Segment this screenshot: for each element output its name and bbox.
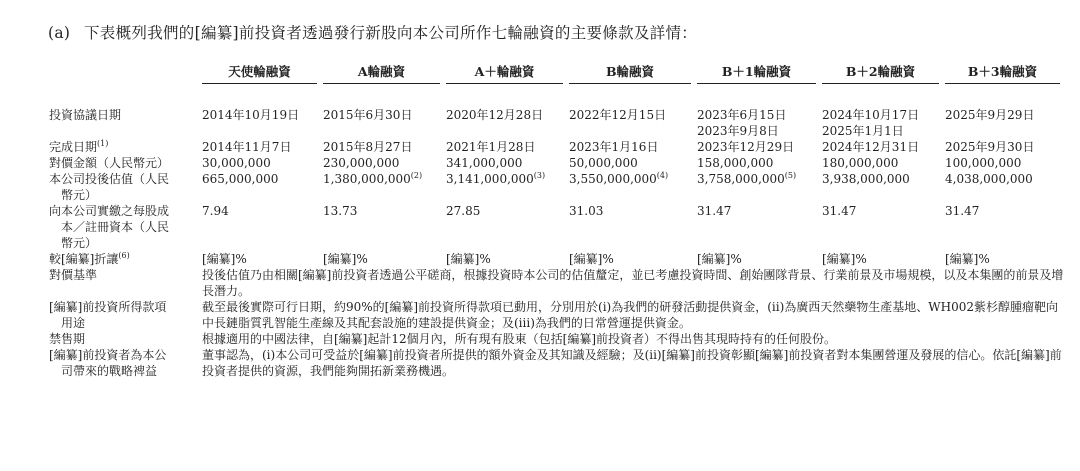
table-cell: [編纂]% [202, 252, 247, 266]
table-cell: 2023年12月29日 [697, 140, 795, 154]
table-cell: 30,000,000 [202, 156, 271, 170]
table-cell: 根據適用的中國法律，自[編纂]起計12個月內，所有現有股東（包括[編纂]前投資者）不得出售其現時持有的任何股份。 [202, 332, 837, 346]
row-label: 禁售期 [49, 332, 86, 346]
header-cell: A＋輪融資 [446, 64, 569, 86]
table-cell: [編纂]% [569, 252, 614, 266]
table-cell: 341,000,000 [446, 156, 523, 170]
footnote-marker: (3) [533, 171, 546, 180]
pre-ipo-investment-terms-table [46, 64, 1066, 379]
table-cell: 3,550,000,000$^{(4)}$ [569, 171, 669, 186]
intro-paragraph [48, 21, 697, 43]
table-cell: 投後估值乃由相關[編纂]前投資者透過公平磋商，根據投資時本公司的估值釐定，並已考慮投資時間、創始團隊背景、行業前景及市場規模，以及本集團的前景及增長潛力。 [202, 268, 1064, 298]
table-row [46, 331, 1066, 347]
table-cell: 31.47 [945, 204, 980, 218]
header-cell: B＋3輪融資 [945, 64, 1066, 86]
table-cell: 1,380,000,000$^{(2)}$ [323, 171, 423, 186]
row-label: 對價金額（人民幣元） [49, 156, 170, 170]
footnote-marker: (6) [118, 251, 130, 260]
table-cell: 665,000,000 [202, 172, 279, 186]
table-cell: 4,038,000,000 [945, 172, 1033, 186]
table-cell: 3,758,000,000$^{(5)}$ [697, 171, 797, 186]
table-cell: [編纂]% [945, 252, 990, 266]
table-cell: [編纂]% [446, 252, 491, 266]
table-cell: [編纂]% [697, 252, 742, 266]
header-blank [46, 64, 202, 86]
row-label: 向本公司實繳之每股成 本／註冊資本（人民 幣元） [49, 204, 170, 250]
footnote-marker: (2) [410, 171, 423, 180]
table-cell: [編纂]% [323, 252, 368, 266]
table-cell: 2015年8月27日 [323, 140, 413, 154]
header-cell: A輪融資 [323, 64, 446, 86]
table-row [46, 251, 1066, 267]
table-cell: 50,000,000 [569, 156, 638, 170]
row-label: 完成日期$^{(1)}$ [49, 139, 109, 154]
row-label: [編纂]前投資者為本公 司帶來的戰略裨益 [49, 348, 167, 378]
table-cell: 3,141,000,000$^{(3)}$ [446, 171, 546, 186]
table-cell: 2020年12月28日 [446, 108, 544, 122]
header-cell: B＋2輪融資 [822, 64, 945, 86]
table-cell: 董事認為，(i)本公司可受益於[編纂]前投資者所提供的額外資金及其知識及經驗；及(ii)[編纂]前投資彰顯[編纂]前投資者對本集團營運及發展的信心。依託[編纂]前投資者提供的資源，我們能夠開拓新業務機遇。 [202, 348, 1062, 378]
table-cell: 31.03 [569, 204, 604, 218]
table-cell: 31.47 [822, 204, 857, 218]
footnote-marker: (5) [784, 171, 797, 180]
table-cell: 180,000,000 [822, 156, 899, 170]
table-cell: 2022年12月15日 [569, 108, 667, 122]
table-cell: 2014年11月7日 [202, 140, 292, 154]
header-cell: B輪融資 [569, 64, 697, 86]
table-cell: 2024年12月31日 [822, 140, 920, 154]
table-cell: 27.85 [446, 204, 481, 218]
table-cell: 230,000,000 [323, 156, 400, 170]
table-cell: 2024年10月17日 2025年1月1日 [822, 108, 920, 138]
table-row [46, 267, 1066, 299]
table-header-row [46, 64, 1066, 86]
table-row [46, 171, 1066, 203]
table-cell: 3,938,000,000 [822, 172, 910, 186]
table-cell: 100,000,000 [945, 156, 1022, 170]
table-cell: 2023年6月15日 2023年9月8日 [697, 108, 787, 138]
table-cell: 2015年6月30日 [323, 108, 413, 122]
row-label: 本公司投後估值（人民 幣元） [49, 172, 170, 202]
table-row [46, 139, 1066, 155]
table-cell: 2023年1月16日 [569, 140, 659, 154]
table-cell: 13.73 [323, 204, 358, 218]
row-label: 投資協議日期 [49, 108, 122, 122]
intro-number: (a) [48, 24, 71, 42]
table-cell: [編纂]% [822, 252, 867, 266]
table-cell: 7.94 [202, 204, 229, 218]
table-row [46, 107, 1066, 139]
table-cell: 31.47 [697, 204, 732, 218]
table-cell: 158,000,000 [697, 156, 774, 170]
table-cell: 2021年1月28日 [446, 140, 536, 154]
table-row [46, 347, 1066, 379]
header-cell: B＋1輪融資 [697, 64, 822, 86]
row-label: 較[編纂]折讓$^{(6)}$ [49, 251, 130, 266]
table-cell: 2025年9月29日 [945, 108, 1035, 122]
table-row [46, 299, 1066, 331]
table-cell: 2014年10月19日 [202, 108, 300, 122]
header-cell: 天使輪融資 [202, 64, 323, 86]
table-cell: 截至最後實際可行日期，約90%的[編纂]前投資所得款項已動用，分別用於(i)為我們的研發活動提供資金，(ii)為廣西天然藥物生產基地、WH002紫杉醇腫瘤靶向中長鏈脂質乳智能生產線及其配套設施的建設提供資金；及(iii)為我們的日常營運提供資金。 [202, 300, 1058, 330]
footnote-marker: (4) [656, 171, 669, 180]
footnote-marker: (1) [97, 139, 109, 148]
table-row [46, 203, 1066, 251]
table-row [46, 155, 1066, 171]
row-label: 對價基準 [49, 268, 98, 282]
table-cell: 2025年9月30日 [945, 140, 1035, 154]
intro-text: 下表概列我們的[編纂]前投資者透過發行新股向本公司所作七輪融資的主要條款及詳情： [84, 24, 698, 42]
row-label: [編纂]前投資所得款項 用途 [49, 300, 167, 330]
